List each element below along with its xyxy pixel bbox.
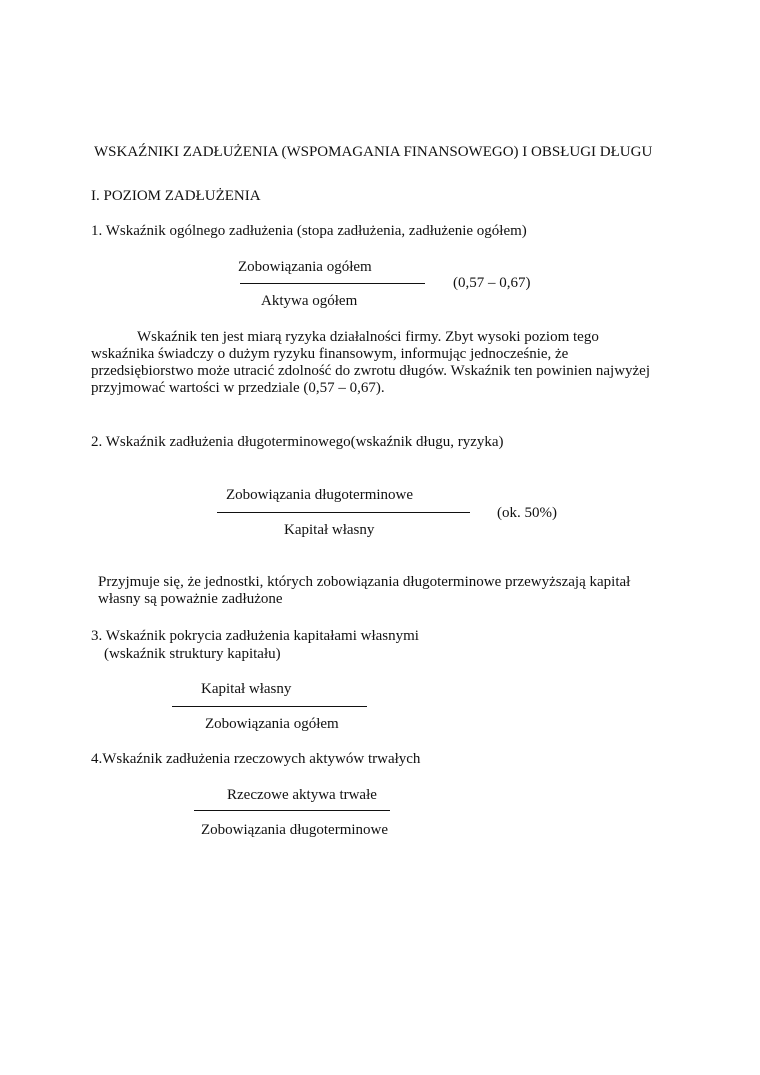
item3-fraction-line xyxy=(172,706,367,707)
item1-description-line: przyjmować wartości w przedziale (0,57 – 0,67). xyxy=(91,380,385,396)
item1-fraction-line xyxy=(240,283,425,284)
item4-numerator: Rzeczowe aktywa trwałe xyxy=(227,787,377,803)
item3-heading: 3. Wskaźnik pokrycia zadłużenia kapitałami własnymi xyxy=(91,628,419,644)
item2-fraction-line xyxy=(217,512,470,513)
item2-note-line: Przyjmuje się, że jednostki, których zobowiązania długoterminowe przewyższają kapitał xyxy=(98,574,631,590)
item3-subheading: (wskaźnik struktury kapitału) xyxy=(104,646,281,662)
item4-fraction-line xyxy=(194,810,390,811)
item1-denominator: Aktywa ogółem xyxy=(261,293,358,309)
item4-denominator: Zobowiązania długoterminowe xyxy=(201,822,389,838)
page-title: WSKAŹNIKI ZADŁUŻENIA (WSPOMAGANIA FINANSOWEGO) I OBSŁUGI DŁUGU xyxy=(94,144,653,160)
item2-range: (ok. 50%) xyxy=(497,505,557,521)
item4-heading: 4.Wskaźnik zadłużenia rzeczowych aktywów trwałych xyxy=(91,751,421,767)
item2-heading: 2. Wskaźnik zadłużenia długoterminowego(wskaźnik długu, ryzyka) xyxy=(91,434,504,450)
item2-denominator: Kapitał własny xyxy=(284,522,375,538)
item1-heading: 1. Wskaźnik ogólnego zadłużenia (stopa zadłużenia, zadłużenie ogółem) xyxy=(91,223,527,239)
section-heading: I. POZIOM ZADŁUŻENIA xyxy=(91,188,261,204)
item1-description-line: wskaźnika świadczy o dużym ryzyku finansowym, informując jednocześnie, że xyxy=(91,346,569,362)
item3-denominator: Zobowiązania ogółem xyxy=(205,716,339,732)
item2-note xyxy=(98,574,630,608)
item1-description xyxy=(91,329,650,397)
item3-numerator: Kapitał własny xyxy=(201,681,292,697)
item2-note-line: własny są poważnie zadłużone xyxy=(98,591,283,607)
item1-description-line: przedsiębiorstwo może utracić zdolność do zwrotu długów. Wskaźnik ten powinien najwyżej xyxy=(91,363,651,379)
item1-numerator: Zobowiązania ogółem xyxy=(238,259,372,275)
item1-range: (0,57 – 0,67) xyxy=(453,275,531,291)
item1-description-line: Wskaźnik ten jest miarą ryzyka działalności firmy. Zbyt wysoki poziom tego xyxy=(137,329,599,345)
item2-numerator: Zobowiązania długoterminowe xyxy=(226,487,414,503)
